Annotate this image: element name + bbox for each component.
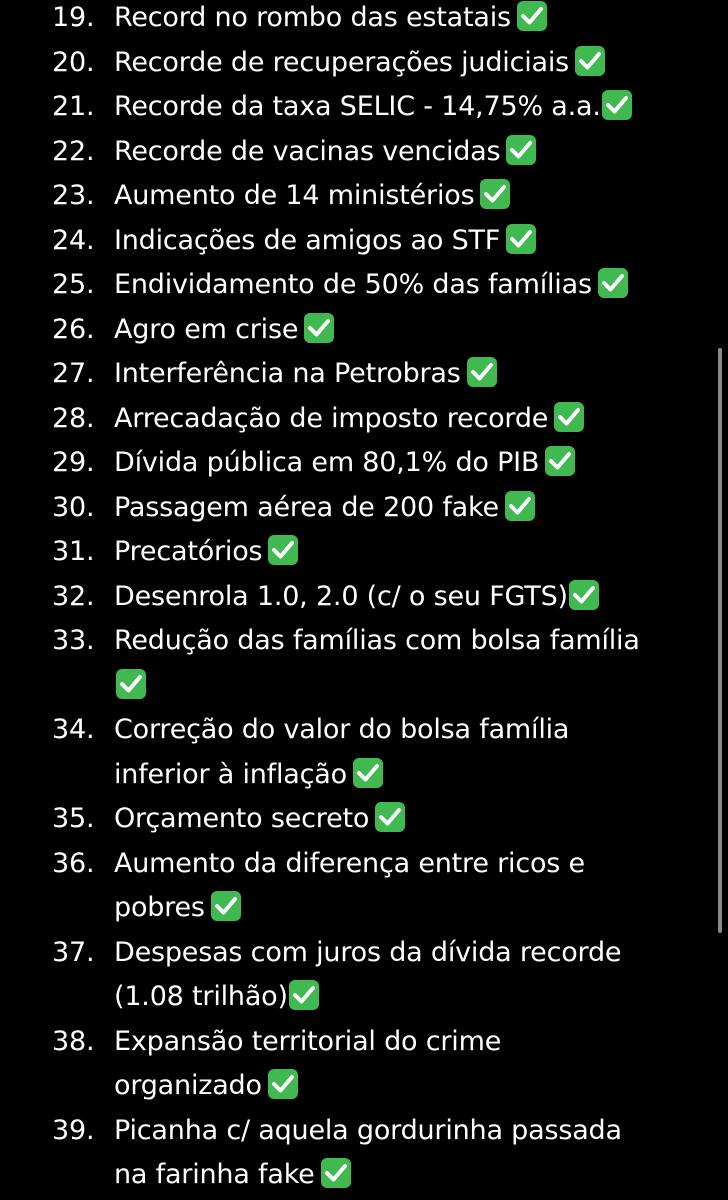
list-item-text: Redução das famílias com bolsa família <box>114 625 640 656</box>
list-item-line <box>52 975 698 1020</box>
list-item-text: Recorde de recuperações judiciais <box>114 46 570 78</box>
list-item-line <box>52 931 698 976</box>
check-mark-icon <box>517 1 547 31</box>
check-mark-icon <box>480 179 510 209</box>
check-mark-icon <box>353 758 383 788</box>
list-item <box>52 1109 698 1198</box>
check-mark-icon <box>554 402 584 432</box>
list-item <box>52 219 698 264</box>
list-item-text: Orçamento secreto <box>114 803 370 834</box>
check-mark-icon <box>506 135 536 165</box>
list-item-text: Dívida pública em 80,1% do PIB <box>114 447 540 478</box>
list-item-line <box>52 1064 698 1109</box>
list-item <box>52 797 698 842</box>
list-item-line <box>52 619 698 664</box>
list-item-line <box>52 842 698 887</box>
list-item-text: Despesas com juros da dívida recorde <box>114 936 622 968</box>
list-item-line <box>52 1109 698 1154</box>
list-item-text: Arrecadação de imposto recorde <box>114 402 549 434</box>
list-item-number: 22. <box>52 135 95 167</box>
list-item-number: 24. <box>52 224 95 256</box>
list-item <box>52 1020 698 1109</box>
list-item-number: 36. <box>52 847 95 879</box>
list-item-line <box>52 1020 698 1065</box>
list-item-number: 25. <box>52 269 95 300</box>
list-item-number: 27. <box>52 358 95 389</box>
list-item-text: na farinha fake <box>114 1159 315 1190</box>
list-item-number: 34. <box>52 714 95 745</box>
check-mark-icon <box>506 224 536 254</box>
list-item-line <box>52 219 698 264</box>
list-item-number: 32. <box>52 580 95 612</box>
list-item-text: Recorde da taxa SELIC - 14,75% a.a. <box>114 91 601 122</box>
list-item-number: 30. <box>52 491 95 523</box>
check-mark-icon <box>304 313 334 343</box>
list-item-line <box>52 130 698 175</box>
list-item <box>52 931 698 1020</box>
list-item-line <box>52 441 698 486</box>
list-item-line <box>52 263 698 308</box>
check-mark-icon <box>575 46 605 76</box>
list-item <box>52 530 698 575</box>
check-mark-icon <box>598 268 628 298</box>
check-mark-icon <box>467 357 497 387</box>
list-item-text: Desenrola 1.0, 2.0 (c/ o seu FGTS) <box>114 580 568 612</box>
list-item-line <box>52 85 698 130</box>
list-item-number: 20. <box>52 46 95 78</box>
list-item-text: inferior à inflação <box>114 758 347 790</box>
list-item-number: 39. <box>52 1114 95 1146</box>
list-item-number: 35. <box>52 803 95 834</box>
list-item-line <box>52 41 698 86</box>
list-item-text: Endividamento de 50% das famílias <box>114 269 592 300</box>
check-mark-icon <box>289 980 319 1010</box>
list-item-line <box>52 530 698 575</box>
list-item-number: 26. <box>52 313 95 345</box>
list-item-text: pobres <box>114 892 205 923</box>
list-item-text: Passagem aérea de 200 fake <box>114 491 499 523</box>
list-item-text: Aumento de 14 ministérios <box>114 180 475 211</box>
list-item-number: 33. <box>52 625 95 656</box>
list-item-line <box>52 486 698 531</box>
list-item <box>52 708 698 797</box>
check-mark-icon <box>505 491 535 521</box>
list-item-line <box>52 1153 698 1198</box>
list-item <box>52 842 698 931</box>
list-item <box>52 41 698 86</box>
list-item-text: Precatórios <box>114 536 263 567</box>
check-mark-icon <box>268 535 298 565</box>
list-item <box>52 619 698 708</box>
check-mark-icon <box>211 891 241 921</box>
list-item-text: Aumento da diferença entre ricos e <box>114 847 585 879</box>
vertical-scrollbar[interactable] <box>718 348 722 933</box>
list-item <box>52 575 698 620</box>
list-item-text: (1.08 trilhão) <box>114 981 288 1012</box>
list-item-line <box>52 797 698 842</box>
list-item-line <box>52 0 698 41</box>
list-item <box>52 174 698 219</box>
list-item <box>52 486 698 531</box>
list-item-line <box>52 352 698 397</box>
list-item <box>52 263 698 308</box>
list-item-line <box>52 664 698 709</box>
list-item-line <box>52 174 698 219</box>
check-mark-icon <box>569 580 599 610</box>
list-item-text: Interferência na Petrobras <box>114 358 461 389</box>
list-item-number: 21. <box>52 91 95 122</box>
list-item-text: Indicações de amigos ao STF <box>114 224 501 256</box>
list-item-number: 38. <box>52 1025 95 1057</box>
list-item-number: 29. <box>52 447 95 478</box>
list-item-text: Expansão territorial do crime <box>114 1025 502 1057</box>
list-item-text: Agro em crise <box>114 313 299 345</box>
list-item-line <box>52 575 698 620</box>
list-item-line <box>52 886 698 931</box>
check-mark-icon <box>602 90 632 120</box>
list-item-text: organizado <box>114 1070 262 1101</box>
list-item <box>52 308 698 353</box>
check-mark-icon <box>321 1158 351 1188</box>
list-item-number: 19. <box>52 2 95 33</box>
list-item-text: Picanha c/ aquela gordurinha passada <box>114 1114 622 1146</box>
check-mark-icon <box>375 802 405 832</box>
list-item-line <box>52 308 698 353</box>
list-item-line <box>52 753 698 798</box>
list-item-number: 31. <box>52 536 95 567</box>
list-item <box>52 352 698 397</box>
list-item <box>52 85 698 130</box>
list-item-line <box>52 397 698 442</box>
list-item-number: 28. <box>52 402 95 434</box>
check-mark-icon <box>268 1069 298 1099</box>
list-item-line <box>52 708 698 753</box>
list-item-number: 37. <box>52 936 95 968</box>
list-item <box>52 130 698 175</box>
check-mark-icon <box>545 446 575 476</box>
list-item <box>52 397 698 442</box>
check-mark-icon <box>116 669 146 699</box>
list-item <box>52 441 698 486</box>
list-item <box>52 0 698 41</box>
list-item-text: Correção do valor do bolsa família <box>114 714 570 745</box>
list-item-text: Record no rombo das estatais <box>114 2 511 33</box>
list-item-number: 23. <box>52 180 95 211</box>
list-item-text: Recorde de vacinas vencidas <box>114 135 501 167</box>
